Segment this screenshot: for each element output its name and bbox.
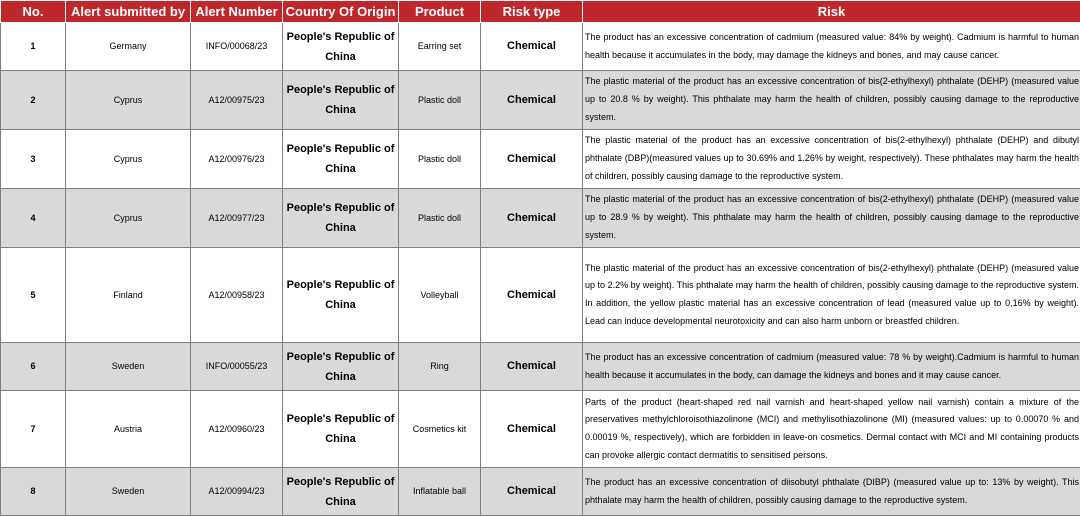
cell-alert-number: A12/00958/23 [191,248,283,343]
cell-product: Inflatable ball [399,468,481,516]
cell-product: Ring [399,343,481,391]
cell-alert-number: A12/00977/23 [191,189,283,248]
cell-submitted-by: Cyprus [66,189,191,248]
cell-product: Volleyball [399,248,481,343]
cell-product: Plastic doll [399,71,481,130]
table-row [1,343,1080,391]
cell-country: People's Republic of China [283,130,399,189]
header-alert-number: Alert Number [191,1,283,23]
cell-risk-type: Chemical [481,130,583,189]
cell-risk: Parts of the product (heart-shaped red nail varnish and heart-shaped yellow nail varnish) contain a mixture of the preservatives methylchloroisothiazolinone (MCI) and methylisothiazolinone (MI) (measured values: up to 0.00070 % and 0.00019 %, respectively), which are forbidden in leave-on cosmetics. Dermal contact with MCI and MI containing products can provoke allergic contact dermatitis to sensitised persons. [583,391,1080,468]
cell-no: 8 [1,468,66,516]
cell-alert-number: A12/00976/23 [191,130,283,189]
cell-no: 1 [1,23,66,71]
table-row [1,23,1080,71]
cell-country: People's Republic of China [283,189,399,248]
cell-no: 3 [1,130,66,189]
cell-alert-number: A12/00994/23 [191,468,283,516]
cell-product: Cosmetics kit [399,391,481,468]
cell-submitted-by: Cyprus [66,130,191,189]
table-row [1,130,1080,189]
cell-submitted-by: Cyprus [66,71,191,130]
header-country: Country Of Origin [283,1,399,23]
cell-risk-type: Chemical [481,468,583,516]
cell-risk: The plastic material of the product has an excessive concentration of bis(2-ethylhexyl) phthalate (DEHP) and dibutyl phthalate (DBP)(measured values up to 30.69% and 1.26% by weight, respectively). These phthalates may harm the health of children, possibly causing damage to the reproductive system. [583,130,1080,189]
cell-no: 7 [1,391,66,468]
header-row [1,1,1080,23]
header-no: No. [1,1,66,23]
cell-risk-type: Chemical [481,23,583,71]
cell-product: Plastic doll [399,130,481,189]
cell-no: 6 [1,343,66,391]
cell-country: People's Republic of China [283,23,399,71]
cell-country: People's Republic of China [283,248,399,343]
cell-product: Earring set [399,23,481,71]
cell-country: People's Republic of China [283,391,399,468]
cell-submitted-by: Finland [66,248,191,343]
header-risk-type: Risk type [481,1,583,23]
cell-risk: The product has an excessive concentration of cadmium (measured value: 84% by weight). Cadmium is harmful to human health because it accumulates in the body, may damage the kidneys and bones, and may cause cancer. [583,23,1080,71]
cell-country: People's Republic of China [283,71,399,130]
cell-alert-number: INFO/00055/23 [191,343,283,391]
cell-risk: The plastic material of the product has an excessive concentration of bis(2-ethylhexyl) phthalate (DEHP) (measured value up to 2.2% by weight). This phthalate may harm the health of children, possibly causing damage to the reproductive system. In addition, the yellow plastic material has an excessive concentration of lead (measured value up to 0,16% by weight). Lead can induce developmental neurotoxicity and can also harm unborn or breastfed children. [583,248,1080,343]
cell-alert-number: INFO/00068/23 [191,23,283,71]
cell-risk: The product has an excessive concentration of cadmium (measured value: 78 % by weight).Cadmium is harmful to human health because it accumulates in the body, can damage the kidneys and bones and it may cause cancer. [583,343,1080,391]
table-row [1,248,1080,343]
header-product: Product [399,1,481,23]
table-row [1,391,1080,468]
cell-submitted-by: Austria [66,391,191,468]
cell-no: 5 [1,248,66,343]
table-row [1,189,1080,248]
cell-risk-type: Chemical [481,343,583,391]
cell-no: 2 [1,71,66,130]
cell-alert-number: A12/00975/23 [191,71,283,130]
cell-risk-type: Chemical [481,71,583,130]
cell-risk: The product has an excessive concentration of diisobutyl phthalate (DIBP) (measured value up to: 13% by weight). This phthalate may harm the health of children, possibly causing damage to the reproductive system. [583,468,1080,516]
cell-risk: The plastic material of the product has an excessive concentration of bis(2-ethylhexyl) phthalate (DEHP) (measured value up to 28.9 % by weight). This phthalate may harm the health of children, possibly causing damage to the reproductive system. [583,189,1080,248]
cell-product: Plastic doll [399,189,481,248]
cell-risk: The plastic material of the product has an excessive concentration of bis(2-ethylhexyl) phthalate (DEHP) (measured value up to 20.8 % by weight). This phthalate may harm the health of children, possibly causing damage to the reproductive system. [583,71,1080,130]
cell-submitted-by: Germany [66,23,191,71]
cell-risk-type: Chemical [481,391,583,468]
table-row [1,468,1080,516]
cell-country: People's Republic of China [283,468,399,516]
header-risk: Risk [583,1,1080,23]
header-submitted-by: Alert submitted by [66,1,191,23]
cell-submitted-by: Sweden [66,468,191,516]
cell-no: 4 [1,189,66,248]
cell-country: People's Republic of China [283,343,399,391]
cell-submitted-by: Sweden [66,343,191,391]
cell-risk-type: Chemical [481,189,583,248]
table-row [1,71,1080,130]
cell-risk-type: Chemical [481,248,583,343]
cell-alert-number: A12/00960/23 [191,391,283,468]
